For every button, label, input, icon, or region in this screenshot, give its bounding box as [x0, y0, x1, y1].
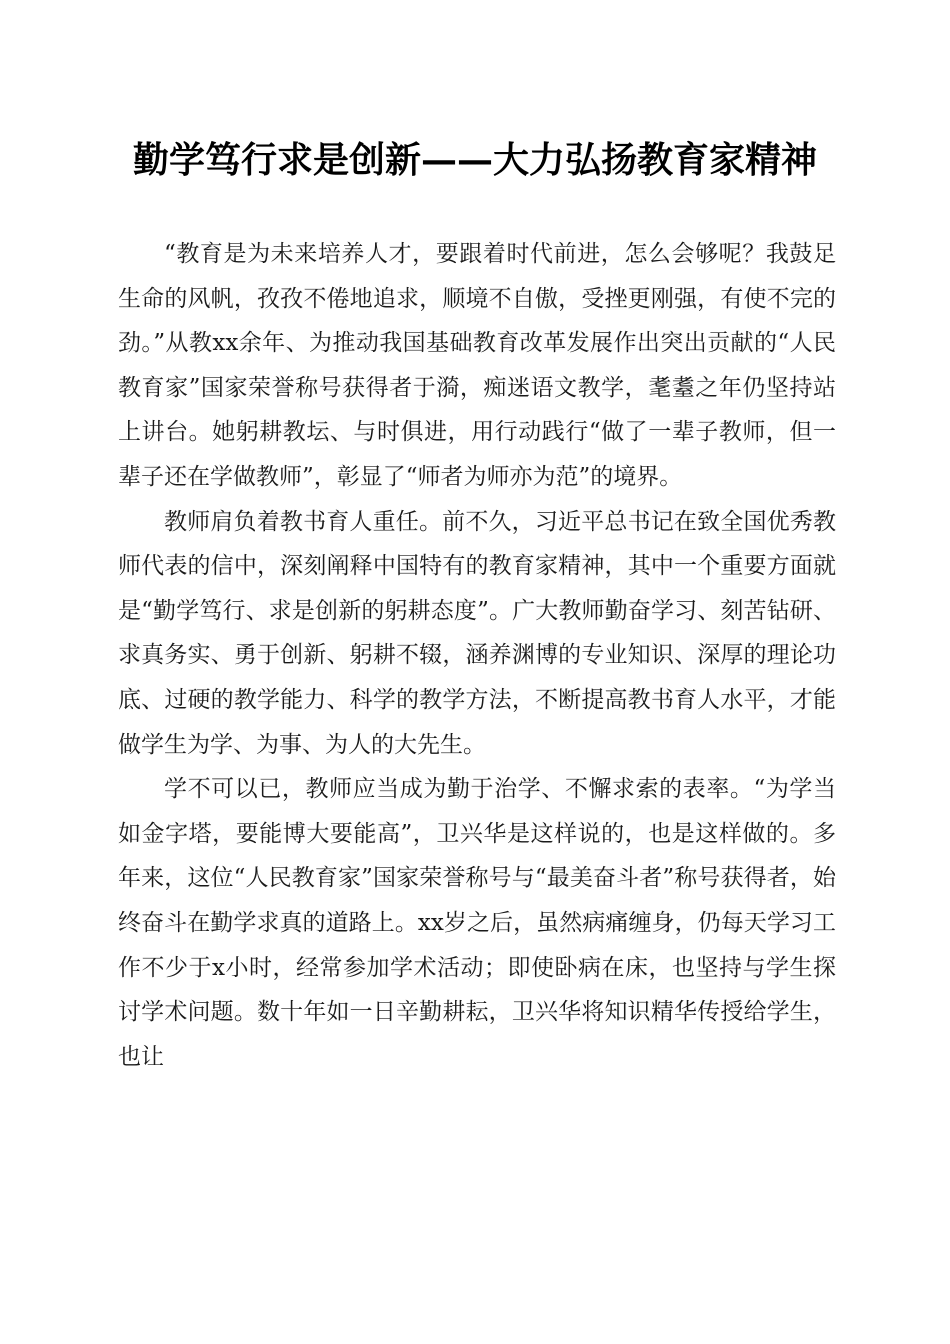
- paragraph-2: 教师肩负着教书育人重任。前不久，习近平总书记在致全国优秀教师代表的信中，深刻阐释中国特有的教育家精神，其中一个重要方面就是“勤学笃行、求是创新的躬耕态度”。广大教师勤奋学习、刻苦钻研、求真务实、勇于创新、躬耕不辍，涵养渊博的专业知识、深厚的理论功底、过硬的教学能力、科学的教学方法，不断提高教书育人水平，才能做学生为学、为事、为人的大先生。: [118, 508, 836, 758]
- document-body: [118, 232, 836, 1079]
- paragraph-3: 学不可以已，教师应当成为勤于治学、不懈求索的表率。“为学当如金字塔，要能博大要能高”，卫兴华是这样说的，也是这样做的。多年来，这位“人民教育家”国家荣誉称号与“最美奋斗者”称号获得者，始终奋斗在勤学求真的道路上。xx岁之后，虽然病痛缠身，仍每天学习工作不少于x小时，经常参加学术活动；即使卧病在床，也坚持与学生探讨学术问题。数十年如一日辛勤耕耘，卫兴华将知识精华传授给学生，也让: [118, 776, 836, 1070]
- paragraph-1: “教育是为未来培养人才，要跟着时代前进，怎么会够呢？我鼓足生命的风帆，孜孜不倦地追求，顺境不自傲，受挫更刚强，有使不完的劲。”从教xx余年、为推动我国基础教育改革发展作出突出贡献的“人民教育家”国家荣誉称号获得者于漪，痴迷语文教学，耄耋之年仍坚持站上讲台。她躬耕教坛、与时俱进，用行动践行“做了一辈子教师，但一辈子还在学做教师”，彰显了“师者为师亦为范”的境界。: [118, 241, 836, 490]
- document-title: 勤学笃行求是创新——大力弘扬教育家精神: [132, 139, 817, 181]
